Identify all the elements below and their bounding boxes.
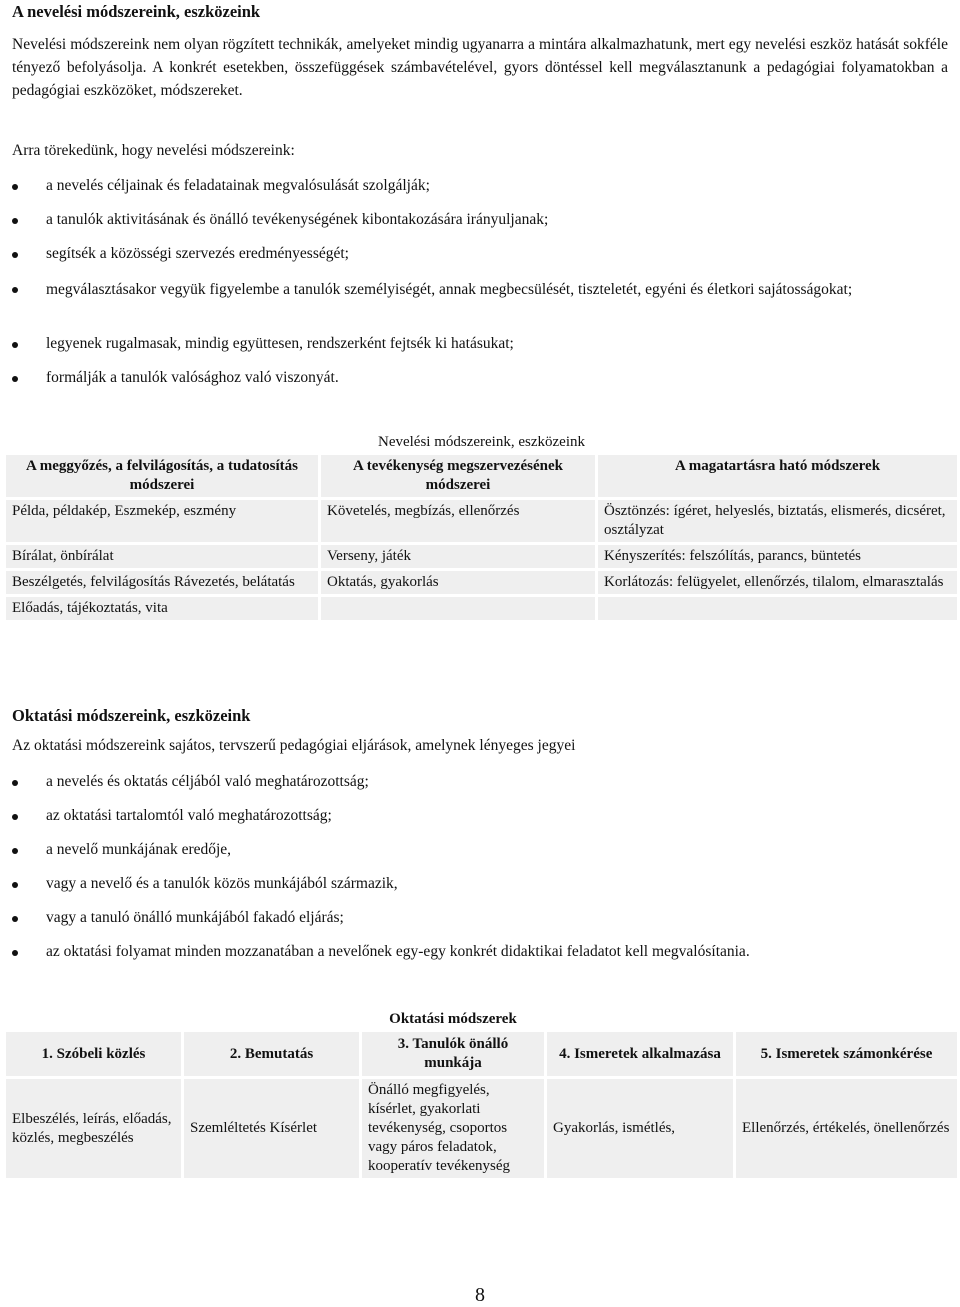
table-header: 4. Ismeretek alkalmazása xyxy=(547,1032,733,1076)
list-item: a nevelő munkájának eredője, xyxy=(12,840,948,860)
list-item: a tanulók aktivitásának és önálló tevékenységének kibontakozására irányuljanak; xyxy=(12,210,948,230)
table-caption: Oktatási módszerek xyxy=(389,1011,517,1027)
list-item: formálják a tanulók valósághoz való viszonyát. xyxy=(12,368,948,388)
table-cell: Oktatás, gyakorlás xyxy=(321,571,595,594)
table-header: 1. Szóbeli közlés xyxy=(6,1032,181,1076)
table-header: 3. Tanulók önálló munkája xyxy=(362,1032,544,1076)
table-header: 2. Bemutatás xyxy=(184,1032,359,1076)
table-cell: Önálló megfigyelés, kísérlet, gyakorlati tevékenység, csoportos vagy páros feladatok, kooperatív tevékenység xyxy=(362,1079,544,1178)
table-header: A magatartásra ható módszerek xyxy=(598,455,957,497)
table-cell: Beszélgetés, felvilágosítás Rávezetés, belátatás xyxy=(6,571,318,594)
list-item: a nevelés és oktatás céljából való meghatározottság; xyxy=(12,772,948,792)
table-cell: Példa, példakép, Eszmekép, eszmény xyxy=(6,500,318,542)
nevelesi-table xyxy=(3,428,960,623)
table-row xyxy=(6,545,957,568)
table-cell: Szemléltetés Kísérlet xyxy=(184,1079,359,1178)
section2-title: Oktatási módszereink, eszközeink xyxy=(12,706,251,725)
table-row xyxy=(6,597,957,620)
table-cell: Ellenőrzés, értékelés, önellenőrzés xyxy=(736,1079,957,1178)
table-cell: Bírálat, önbírálat xyxy=(6,545,318,568)
table-row xyxy=(6,571,957,594)
table-cell: Korlátozás: felügyelet, ellenőrzés, tilalom, elmarasztalás xyxy=(598,571,957,594)
list-item: megválasztásakor vegyük figyelembe a tanulók személyiségét, annak megbecsülését, tiszteletét, egyéni és életkori sajátosságokat; xyxy=(12,279,948,301)
list-item: az oktatási folyamat minden mozzanatában a nevelőnek egy-egy konkrét didaktikai feladatot kell megvalósítania. xyxy=(12,942,948,962)
table-cell: Verseny, játék xyxy=(321,545,595,568)
table-header: A meggyőzés, a felvilágosítás, a tudatosítás módszerei xyxy=(6,455,318,497)
table-row xyxy=(6,1079,957,1178)
list-item: az oktatási tartalomtól való meghatározottság; xyxy=(12,806,948,826)
table-header: A tevékenység megszervezésének módszerei xyxy=(321,455,595,497)
table-cell: Előadás, tájékoztatás, vita xyxy=(6,597,318,620)
section1-intro: Nevelési módszereink nem olyan rögzített technikák, amelyeket mindig ugyanarra a mintára alkalmazhatunk, mert egy nevelési eszköz hatását sokféle tényező befolyásolja. A konkrét esetekben, összefüggések számbavételével, gyors döntéssel kell megválasztanunk a pedagógiai folyamatokban a pedagógiai eszközöket, módszereket. xyxy=(12,36,948,99)
oktatasi-table xyxy=(3,1005,960,1181)
table-cell: Követelés, megbízás, ellenőrzés xyxy=(321,500,595,542)
list-item: vagy a tanuló önálló munkájából fakadó eljárás; xyxy=(12,908,948,928)
table-cell: Kényszerítés: felszólítás, parancs, büntetés xyxy=(598,545,957,568)
section1-lead: Arra törekedünk, hogy nevelési módszereink: xyxy=(12,142,295,159)
table-cell: Elbeszélés, leírás, előadás, közlés, megbeszélés xyxy=(6,1079,181,1178)
table-cell xyxy=(321,597,595,620)
table-cell: Gyakorlás, ismétlés, xyxy=(547,1079,733,1178)
list-item: a nevelés céljainak és feladatainak megvalósulását szolgálják; xyxy=(12,176,948,196)
page-number: 8 xyxy=(475,1284,485,1306)
table-cell xyxy=(598,597,957,620)
table-cell: Ösztönzés: ígéret, helyeslés, biztatás, elismerés, dicséret, osztályzat xyxy=(598,500,957,542)
list-item: segítsék a közösségi szervezés eredményességét; xyxy=(12,244,948,264)
table-row xyxy=(6,500,957,542)
section2-intro: Az oktatási módszereink sajátos, tervszerű pedagógiai eljárások, amelynek lényeges jegyei xyxy=(12,737,576,754)
table-caption: Nevelési módszereink, eszközeink xyxy=(377,434,585,450)
list-item: vagy a nevelő és a tanulók közös munkájából származik, xyxy=(12,874,948,894)
section1-title: A nevelési módszereink, eszközeink xyxy=(12,2,261,21)
table-header: 5. Ismeretek számonkérése xyxy=(736,1032,957,1076)
list-item: legyenek rugalmasak, mindig együttesen, rendszerként fejtsék ki hatásukat; xyxy=(12,334,948,354)
